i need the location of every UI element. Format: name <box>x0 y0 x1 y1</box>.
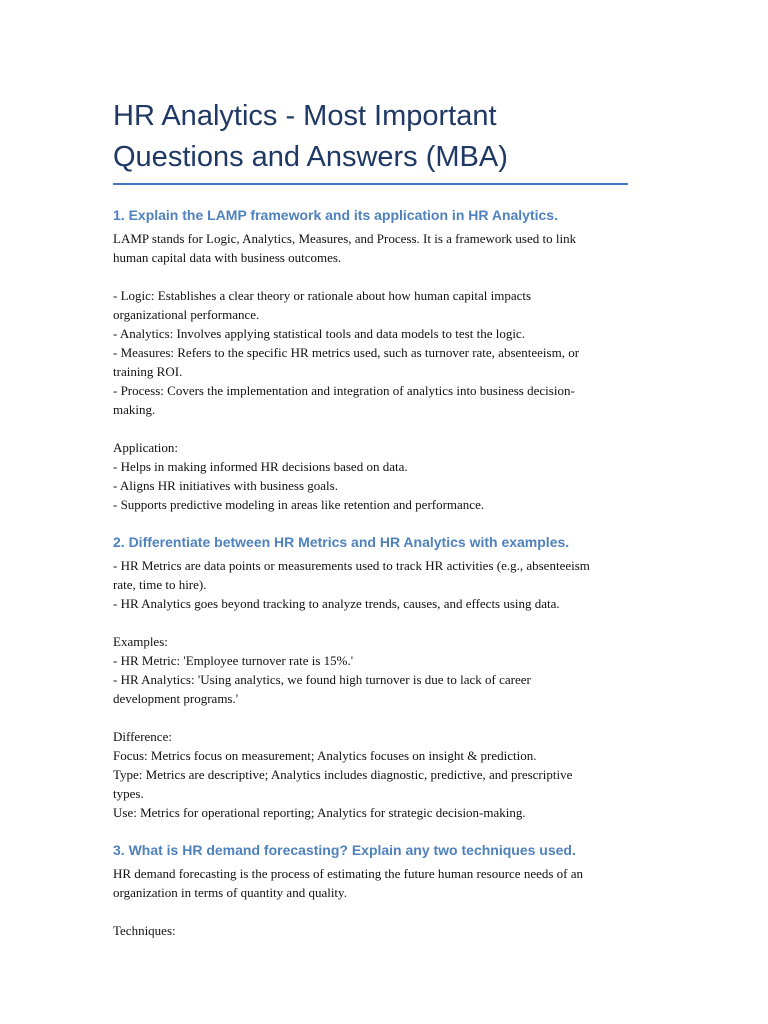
text-line: development programs.' <box>113 691 239 706</box>
section-heading: 2. Differentiate between HR Metrics and HR Analytics with examples. <box>113 534 570 550</box>
document-title <box>113 96 628 185</box>
paragraph <box>113 229 628 267</box>
text-line: organizational performance. <box>113 307 260 322</box>
document-page <box>113 96 628 940</box>
section-3 <box>113 840 628 940</box>
text-line: Techniques: <box>113 923 176 938</box>
section-2 <box>113 532 628 822</box>
text-line: Application: <box>113 440 178 455</box>
paragraph-gap <box>113 708 628 727</box>
text-line: LAMP stands for Logic, Analytics, Measures, and Process. It is a framework used to link <box>113 231 577 246</box>
text-line: - HR Analytics goes beyond tracking to analyze trends, causes, and effects using data. <box>113 596 560 611</box>
text-line: human capital data with business outcomes. <box>113 250 342 265</box>
text-line: - Aligns HR initiatives with business goals. <box>113 478 338 493</box>
text-line: - Supports predictive modeling in areas like retention and performance. <box>113 497 485 512</box>
text-line: organization in terms of quantity and quality. <box>113 885 347 900</box>
text-line: - HR Metrics are data points or measurements used to track HR activities (e.g., absenteeism <box>113 558 590 573</box>
section-heading: 3. What is HR demand forecasting? Explain any two techniques used. <box>113 842 576 858</box>
text-line: HR demand forecasting is the process of estimating the future human resource needs of an <box>113 866 584 881</box>
paragraph-gap <box>113 902 628 921</box>
paragraph <box>113 286 628 419</box>
text-line: - Analytics: Involves applying statistical tools and data models to test the logic. <box>113 326 525 341</box>
text-line: types. <box>113 786 144 801</box>
section-1 <box>113 205 628 514</box>
text-line: Examples: <box>113 634 168 649</box>
paragraph <box>113 727 628 822</box>
text-line: training ROI. <box>113 364 183 379</box>
title-line: HR Analytics - Most Important <box>113 100 497 132</box>
text-line: - HR Analytics: 'Using analytics, we found high turnover is due to lack of career <box>113 672 531 687</box>
text-line: - Process: Covers the implementation and integration of analytics into business decision- <box>113 383 575 398</box>
paragraph-gap <box>113 267 628 286</box>
text-line: - Measures: Refers to the specific HR metrics used, such as turnover rate, absenteeism, or <box>113 345 580 360</box>
title-line: Questions and Answers (MBA) <box>113 141 508 173</box>
paragraph <box>113 921 628 940</box>
paragraph-gap <box>113 613 628 632</box>
section-heading: 1. Explain the LAMP framework and its application in HR Analytics. <box>113 207 558 223</box>
text-line: - Logic: Establishes a clear theory or rationale about how human capital impacts <box>113 288 532 303</box>
paragraph-gap <box>113 419 628 438</box>
text-line: Type: Metrics are descriptive; Analytics includes diagnostic, predictive, and prescriptive <box>113 767 573 782</box>
text-line: Use: Metrics for operational reporting; Analytics for strategic decision-making. <box>113 805 526 820</box>
text-line: - Helps in making informed HR decisions based on data. <box>113 459 408 474</box>
paragraph <box>113 556 628 613</box>
paragraph <box>113 632 628 708</box>
paragraph <box>113 438 628 514</box>
text-line: Difference: <box>113 729 172 744</box>
paragraph <box>113 864 628 902</box>
text-line: making. <box>113 402 156 417</box>
text-line: - HR Metric: 'Employee turnover rate is 15%.' <box>113 653 354 668</box>
text-line: Focus: Metrics focus on measurement; Analytics focuses on insight & prediction. <box>113 748 537 763</box>
text-line: rate, time to hire). <box>113 577 207 592</box>
